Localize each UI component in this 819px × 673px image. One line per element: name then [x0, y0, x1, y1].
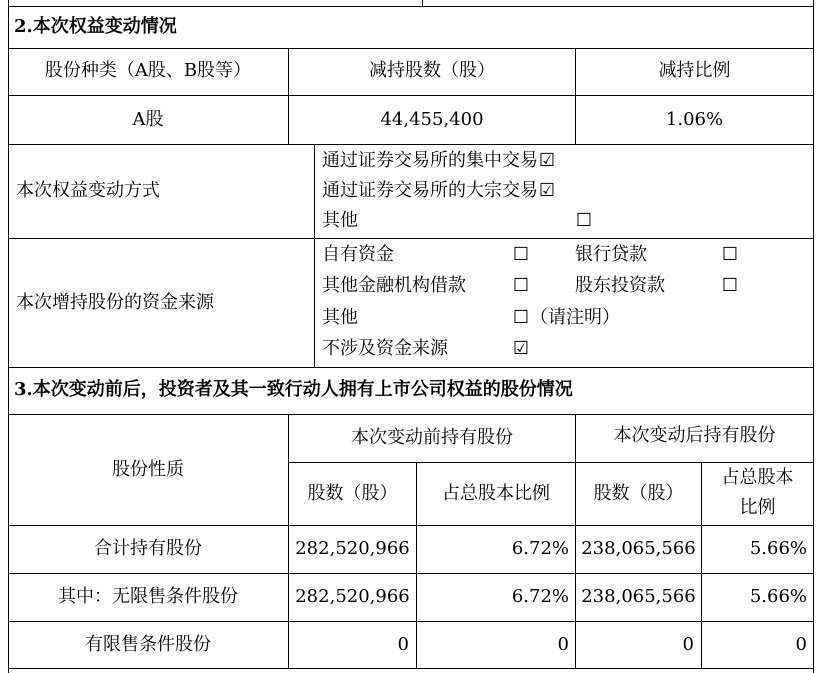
section-2-title: 2.本次权益变动情况: [14, 16, 177, 37]
funding-option-checkbox: [512, 303, 662, 333]
hline: [8, 6, 814, 7]
header-reduce-ratio: 减持比例: [658, 60, 731, 81]
reduce-shares-value: 44,455,400: [380, 109, 484, 130]
share-type-value: A股: [132, 109, 164, 130]
table-cell-before-ratio: 0: [557, 634, 569, 655]
checkbox-checked-icon[interactable]: ☑: [538, 150, 556, 171]
hline: [8, 668, 814, 669]
table-cell-before-ratio: 6.72%: [511, 538, 569, 559]
checkbox-empty-icon[interactable]: ☐: [512, 275, 530, 296]
checkbox-empty-icon[interactable]: ☐: [512, 307, 530, 328]
funding-option-text: 其他金融机构借款: [322, 275, 466, 296]
hline: [8, 95, 814, 96]
method-option-text: 通过证券交易所的大宗交易: [322, 180, 538, 201]
hline: [8, 48, 814, 49]
checkbox-empty-icon[interactable]: ☐: [721, 244, 739, 265]
hline: [8, 238, 814, 239]
table-cell-after-ratio: 5.66%: [749, 586, 807, 607]
funding-option-text: 不涉及资金来源: [322, 338, 448, 359]
hline: [8, 367, 814, 368]
hline: [8, 621, 814, 622]
funding-option-checkbox: [721, 271, 745, 301]
method-label: 本次权益变动方式: [16, 180, 160, 201]
table-row-label: 其中：无限售条件股份: [58, 586, 238, 607]
table-cell-before-shares: 282,520,966: [295, 586, 410, 607]
funding-option-checkbox: [512, 240, 536, 270]
reduce-ratio-value: 1.06%: [665, 109, 724, 130]
checkbox-empty-icon[interactable]: ☐: [721, 275, 739, 296]
method-option: [322, 206, 362, 236]
funding-option-text: 其他: [322, 307, 358, 328]
header-reduce-shares: 减持股数（股）: [369, 60, 495, 81]
method-option-text: 其他: [322, 210, 358, 231]
checkbox-empty-icon[interactable]: ☐: [512, 244, 530, 265]
funding-option-checkbox: [721, 240, 745, 270]
table-cell-after-ratio: 5.66%: [749, 538, 807, 559]
funding-option-text: 自有资金: [322, 244, 394, 265]
hline: [8, 573, 814, 574]
checkbox-checked-icon[interactable]: ☑: [538, 180, 556, 201]
funding-option-checkbox: [512, 271, 536, 301]
header-after-ratio: [702, 463, 813, 523]
method-option: [322, 176, 622, 206]
funding-option-checkbox: [512, 334, 536, 364]
method-option-checkbox: [575, 206, 599, 236]
hline: [8, 144, 814, 145]
header-share-type: 股份种类（A股、B股等）: [44, 60, 252, 81]
table-row-label: 合计持有股份: [94, 538, 202, 559]
header-after: 本次变动后持有股份: [613, 425, 776, 446]
checkbox-empty-icon[interactable]: ☐: [575, 210, 593, 231]
table-cell-before-ratio: 6.72%: [511, 586, 569, 607]
method-option: [322, 146, 622, 176]
hline: [8, 525, 814, 526]
table-row-label: 有限售条件股份: [85, 634, 211, 655]
checkbox-checked-icon[interactable]: ☑: [512, 338, 530, 359]
funding-option-text: 银行贷款: [575, 244, 647, 265]
funding-option-text: 股东投资款: [575, 275, 665, 296]
table-cell-after-shares: 238,065,566: [581, 538, 696, 559]
table-cell-after-ratio: 0: [795, 634, 807, 655]
header-after-shares: 股数（股）: [593, 483, 684, 504]
header-after-ratio-line1: 占总股本: [721, 467, 794, 488]
table-cell-after-shares: 0: [682, 634, 694, 655]
header-before-shares: 股数（股）: [307, 483, 398, 504]
section-3-title: 3.本次变动前后，投资者及其一致行动人拥有上市公司权益的股份情况: [14, 379, 573, 400]
table-cell-before-shares: 282,520,966: [295, 538, 410, 559]
method-option-text: 通过证券交易所的集中交易: [322, 150, 538, 171]
vline: [314, 144, 315, 367]
hline: [8, 414, 814, 415]
table-cell-after-shares: 238,065,566: [581, 586, 696, 607]
header-before-ratio: 占总股本比例: [442, 483, 550, 504]
header-nature: 股份性质: [112, 459, 184, 480]
funding-label: 本次增持股份的资金来源: [16, 292, 214, 313]
header-after-ratio-line2: 比例: [739, 497, 776, 518]
funding-note: （请注明）: [530, 307, 620, 328]
table-cell-before-shares: 0: [397, 634, 409, 655]
header-before: 本次变动前持有股份: [351, 427, 513, 448]
